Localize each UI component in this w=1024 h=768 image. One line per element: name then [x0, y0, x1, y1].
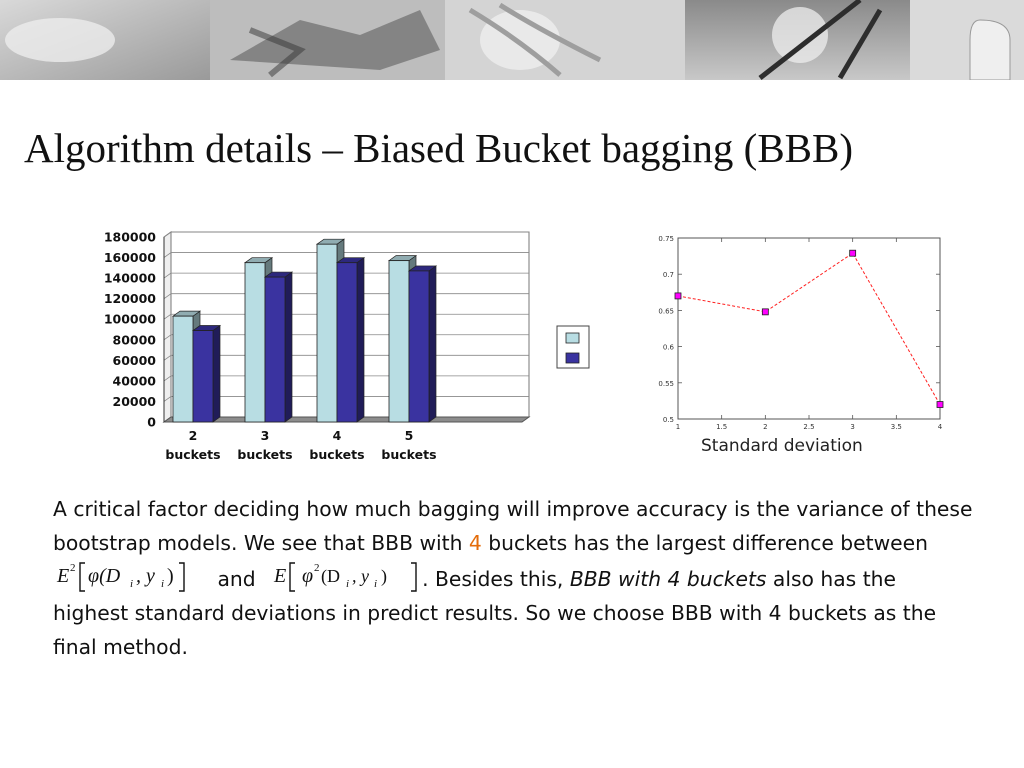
- x-tick-label: buckets: [237, 447, 293, 462]
- x-tick-label: 5: [404, 428, 414, 443]
- svg-text:φ: φ: [302, 565, 314, 587]
- data-point: [675, 293, 681, 299]
- body-text-part3: and: [211, 567, 263, 591]
- y-tick-label: 20000: [112, 393, 156, 409]
- body-text-part1: A critical factor deciding how much bagging will improve accuracy is the variance of these bootstrap models. We see that BBB with: [53, 497, 973, 555]
- body-text-part2: buckets has the largest difference between: [481, 531, 928, 555]
- x-tick-label: 4: [332, 428, 342, 443]
- body-text-part5: also has the highest standard deviations in predict results. So we choose BBB with 4 buckets as the final method.: [53, 567, 937, 659]
- y-tick-label: 40000: [112, 373, 156, 389]
- y-tick-label: 80000: [112, 332, 156, 348]
- bar-side: [213, 326, 220, 422]
- slide-title: Algorithm details – Biased Bucket bagging (BBB): [24, 125, 854, 171]
- x-tick-label: buckets: [165, 447, 221, 462]
- y-tick-label: 180000: [103, 229, 156, 245]
- y-tick-label: 60000: [112, 352, 156, 368]
- y-tick-label: 140000: [103, 270, 156, 286]
- svg-text:2: 2: [70, 562, 76, 574]
- svg-text:i: i: [374, 578, 378, 590]
- svg-text:i: i: [161, 578, 165, 590]
- x-tick-label: 1.5: [716, 423, 728, 431]
- y-tick-label: 0.75: [658, 235, 674, 243]
- plot-area: [678, 238, 940, 419]
- bar-side: [357, 258, 364, 422]
- y-tick-label: 0.5: [662, 416, 674, 424]
- x-tick-label: buckets: [381, 447, 437, 462]
- data-point: [762, 309, 768, 315]
- data-point: [937, 402, 943, 408]
- svg-text:E: E: [274, 565, 287, 587]
- data-point: [850, 250, 856, 256]
- y-tick-label: 0.6: [662, 343, 674, 352]
- legend-swatch: [566, 353, 579, 363]
- y-tick-label: 160000: [103, 250, 156, 266]
- y-tick-label: 0.65: [658, 307, 674, 316]
- x-tick-label: 2: [763, 423, 768, 431]
- std-deviation-caption: Standard deviation: [701, 436, 863, 456]
- svg-text:i: i: [346, 578, 350, 590]
- plot-side-wall: [164, 232, 171, 422]
- bar: [337, 263, 357, 422]
- y-tick-label: 0.7: [662, 271, 674, 280]
- x-tick-label: 1: [675, 423, 681, 431]
- x-tick-label: 2: [188, 428, 198, 443]
- bar: [173, 316, 193, 422]
- bar: [265, 277, 285, 422]
- bar: [245, 263, 265, 422]
- highlight-number: 4: [468, 531, 482, 555]
- svg-text:E: E: [57, 565, 70, 587]
- svg-text:): ): [381, 566, 388, 586]
- bar: [193, 331, 213, 422]
- svg-text:φ(D: φ(D: [88, 565, 121, 587]
- svg-text:2: 2: [314, 562, 320, 574]
- y-tick-label: 120000: [103, 291, 156, 307]
- svg-text:, y: , y: [352, 566, 370, 586]
- x-tick-label: buckets: [309, 447, 365, 462]
- body-emphasis: BBB with 4 buckets: [569, 567, 767, 591]
- header-banner-image: [0, 0, 1024, 80]
- bar: [317, 244, 337, 422]
- bar-chart: [92, 226, 612, 471]
- bar: [389, 261, 409, 422]
- x-tick-label: 3: [850, 423, 855, 431]
- svg-text:, y: , y: [136, 565, 155, 587]
- svg-text:i: i: [130, 578, 134, 590]
- bar-side: [429, 266, 436, 422]
- legend-swatch: [566, 333, 579, 343]
- body-paragraph: [53, 492, 973, 664]
- x-tick-label: 3.5: [890, 423, 902, 431]
- y-tick-label: 100000: [103, 311, 156, 327]
- y-tick-label: 0: [147, 414, 156, 430]
- body-text-part4: . Besides this,: [422, 567, 570, 591]
- formula-e-phi-squared: [262, 560, 422, 594]
- line-chart: [645, 228, 950, 438]
- y-tick-label: 0.55: [658, 379, 674, 388]
- svg-text:): ): [167, 565, 174, 587]
- x-tick-label: 3: [260, 428, 270, 443]
- svg-text:(D: (D: [321, 566, 341, 586]
- x-tick-label: 2.5: [803, 423, 815, 431]
- formula-e-squared-phi: [53, 560, 211, 594]
- bar-side: [285, 272, 292, 422]
- chart-legend: [557, 326, 589, 368]
- bar: [409, 271, 429, 422]
- x-tick-label: 4: [937, 423, 943, 431]
